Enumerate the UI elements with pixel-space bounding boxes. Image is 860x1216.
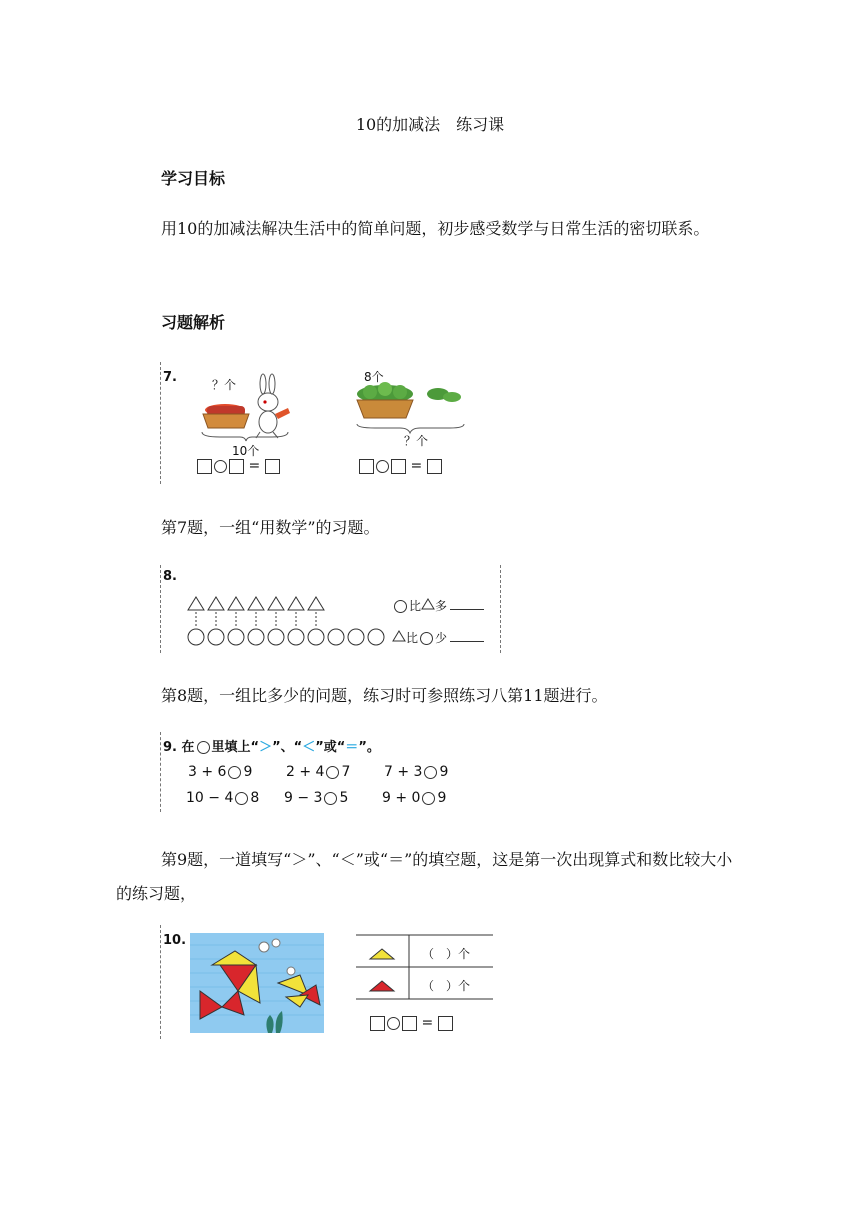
expr-left: 9 − 3 [284, 790, 323, 806]
q10-equation: = [370, 1015, 453, 1031]
triangle-symbol [421, 598, 435, 610]
q7-right-count-label: 8个 [364, 370, 384, 384]
blank-line[interactable] [450, 609, 484, 610]
comparison-item [188, 764, 286, 780]
heading-goals: 学习目标 [161, 169, 226, 188]
circle-shape [328, 629, 344, 645]
q10-number: 10. [163, 933, 187, 948]
circle-symbol [197, 741, 210, 754]
expr-left: 2 + 4 [286, 764, 325, 780]
q8-number: 8. [163, 569, 177, 584]
circle-shape [188, 629, 204, 645]
q7-number: 7. [163, 370, 177, 385]
operator-circle[interactable] [214, 460, 227, 473]
q7-figure [160, 362, 470, 484]
q10-yellow-count[interactable]: （ ）个 [422, 947, 471, 961]
circle-shape [208, 629, 224, 645]
triangle-shape [268, 597, 284, 610]
expr-right: 8 [250, 790, 260, 806]
compare-circle[interactable] [422, 792, 435, 805]
compare-circle[interactable] [424, 766, 437, 779]
triangle-shape [248, 597, 264, 610]
circle-shape [368, 629, 384, 645]
triangle-symbol [392, 630, 406, 642]
goals-paragraph: 用10的加减法解决生活中的简单问题，初步感受数学与日常生活的密切联系。 [161, 219, 710, 238]
circle-shape [308, 629, 324, 645]
q8-stmt1-word2: 多 [435, 599, 448, 613]
q9-row-1 [188, 764, 482, 780]
expr-left: 3 + 6 [188, 764, 227, 780]
expr-right: 9 [243, 764, 253, 780]
q9-number: 9. [163, 740, 177, 755]
expr-right: 7 [341, 764, 351, 780]
answer-box[interactable] [265, 459, 280, 474]
comparison-item [382, 790, 480, 806]
comparison-item [286, 764, 384, 780]
triangle-shape [308, 597, 324, 610]
expr-right: 5 [339, 790, 349, 806]
operator-circle[interactable] [387, 1017, 400, 1030]
q8-stmt1-word: 比 [409, 599, 422, 613]
q9-row-2 [186, 790, 480, 806]
expr-left: 10 − 4 [186, 790, 234, 806]
q10-figure [160, 925, 496, 1039]
answer-box[interactable] [391, 459, 406, 474]
equals-sign: ＝ [345, 740, 359, 755]
triangle-shape [188, 597, 204, 610]
circle-shape [268, 629, 284, 645]
comparison-item [384, 764, 482, 780]
q9-instr-pre: 在 [181, 740, 195, 755]
q7-left-question-label: ？个 [212, 378, 237, 392]
circle-symbol [420, 632, 433, 645]
q8-caption: 第8题，一组比多少的问题，练习时可参照练习八第11题进行。 [161, 686, 608, 705]
compare-circle[interactable] [235, 792, 248, 805]
q10-red-count[interactable]: （ ）个 [422, 979, 471, 993]
triangle-shape [288, 597, 304, 610]
q8-stmt2-word: 比 [406, 631, 419, 645]
q9-instruction [163, 736, 380, 755]
q9-sep2: ”或“ [315, 740, 346, 755]
page-title: 10的加减法 练习课 [355, 115, 505, 134]
q9-caption: 第9题，一道填写“＞”、“＜”或“＝”的填空题，这是第一次出现算式和数比较大小的练习题， [116, 850, 733, 903]
comparison-item [284, 790, 382, 806]
circle-shape [228, 629, 244, 645]
triangle-shape [228, 597, 244, 610]
q9-sep1: ”、“ [272, 740, 303, 755]
blank-line[interactable] [450, 641, 484, 642]
expr-left: 9 + 0 [382, 790, 421, 806]
q8-stmt2-word2: 少 [435, 631, 448, 645]
circle-shape [348, 629, 364, 645]
answer-box[interactable] [438, 1016, 453, 1031]
circle-symbol [394, 600, 407, 613]
compare-circle[interactable] [228, 766, 241, 779]
q7-caption: 第7题，一组“用数学”的习题。 [161, 518, 380, 537]
answer-box[interactable] [402, 1016, 417, 1031]
heading-analysis: 习题解析 [161, 313, 226, 332]
compare-circle[interactable] [324, 792, 337, 805]
circle-shape [288, 629, 304, 645]
q7-right-question-label: ？个 [404, 434, 429, 448]
answer-box[interactable] [427, 459, 442, 474]
expr-right: 9 [439, 764, 449, 780]
q9-instr-mid: 里填上“ [211, 740, 260, 755]
compare-circle[interactable] [326, 766, 339, 779]
q9-end: ”。 [358, 740, 380, 755]
operator-circle[interactable] [376, 460, 389, 473]
expr-left: 7 + 3 [384, 764, 423, 780]
circle-shape [248, 629, 264, 645]
expr-right: 9 [437, 790, 447, 806]
answer-box[interactable] [229, 459, 244, 474]
answer-box[interactable] [359, 459, 374, 474]
answer-box[interactable] [197, 459, 212, 474]
greater-than-sign: ＞ [259, 740, 273, 755]
q8-statement-2 [392, 629, 484, 646]
triangle-shape [208, 597, 224, 610]
q7-left-total-label: 10个 [232, 444, 260, 458]
less-than-sign: ＜ [302, 740, 316, 755]
q9-figure [160, 732, 450, 812]
q7-left-equation: = [197, 458, 280, 474]
comparison-item [186, 790, 284, 806]
q8-figure [160, 565, 502, 653]
q7-right-equation: = [359, 458, 442, 474]
answer-box[interactable] [370, 1016, 385, 1031]
q8-statement-1 [392, 597, 484, 614]
